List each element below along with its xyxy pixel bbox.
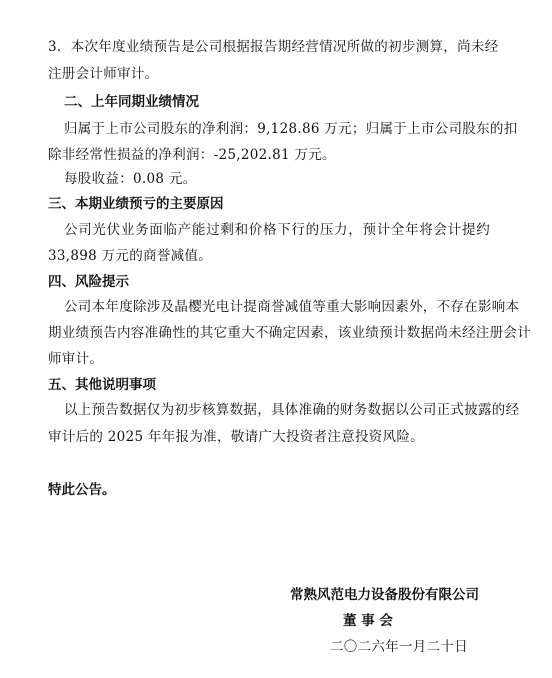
signature-company: 常熟风范电力设备股份有限公司 <box>290 587 479 603</box>
section4-line-2: 期业绩预告内容准确性的其它重大不确定因素，该业绩预计数据尚未经注册会计 <box>48 325 531 341</box>
section3-line-2: 33,898 万元的商誉减值。 <box>48 248 213 264</box>
section4-line-3: 师审计。 <box>48 351 104 367</box>
section2-heading: 二、上年同期业绩情况 <box>64 94 199 110</box>
signature-date: 二〇二六年一月二十日 <box>330 639 468 655</box>
item3-line-2: 注册会计师审计。 <box>48 66 159 82</box>
section2-line-2: 除非经常性损益的净利润：-25,202.81 万元。 <box>48 147 336 163</box>
section3-heading: 三、本期业绩预亏的主要原因 <box>48 196 224 212</box>
section2-line-3: 每股收益：0.08 元。 <box>64 171 197 187</box>
section4-line-1: 公司本年度除涉及晶樱光电计提商誉减值等重大影响因素外，不存在影响本 <box>64 299 520 315</box>
section5-heading: 五、其他说明事项 <box>48 377 156 393</box>
signature-board: 董 事 会 <box>343 613 393 629</box>
section5-line-2: 审计后的 2025 年年报为准，敬请广大投资者注意投资风险。 <box>48 429 424 445</box>
section5-line-1: 以上预告数据仅为初步核算数据，具体准确的财务数据以公司正式披露的经 <box>64 402 520 418</box>
item3-line-1: 3．本次年度业绩预告是公司根据报告期经营情况所做的初步测算，尚未经 <box>48 39 499 55</box>
closing-text: 特此公告。 <box>48 482 116 498</box>
section2-line-1: 归属于上市公司股东的净利润：9,128.86 万元；归属于上市公司股东的扣 <box>64 121 518 137</box>
section4-heading: 四、风险提示 <box>48 274 129 290</box>
section3-line-1: 公司光伏业务面临产能过剩和价格下行的压力，预计全年将会计提约 <box>64 222 490 238</box>
